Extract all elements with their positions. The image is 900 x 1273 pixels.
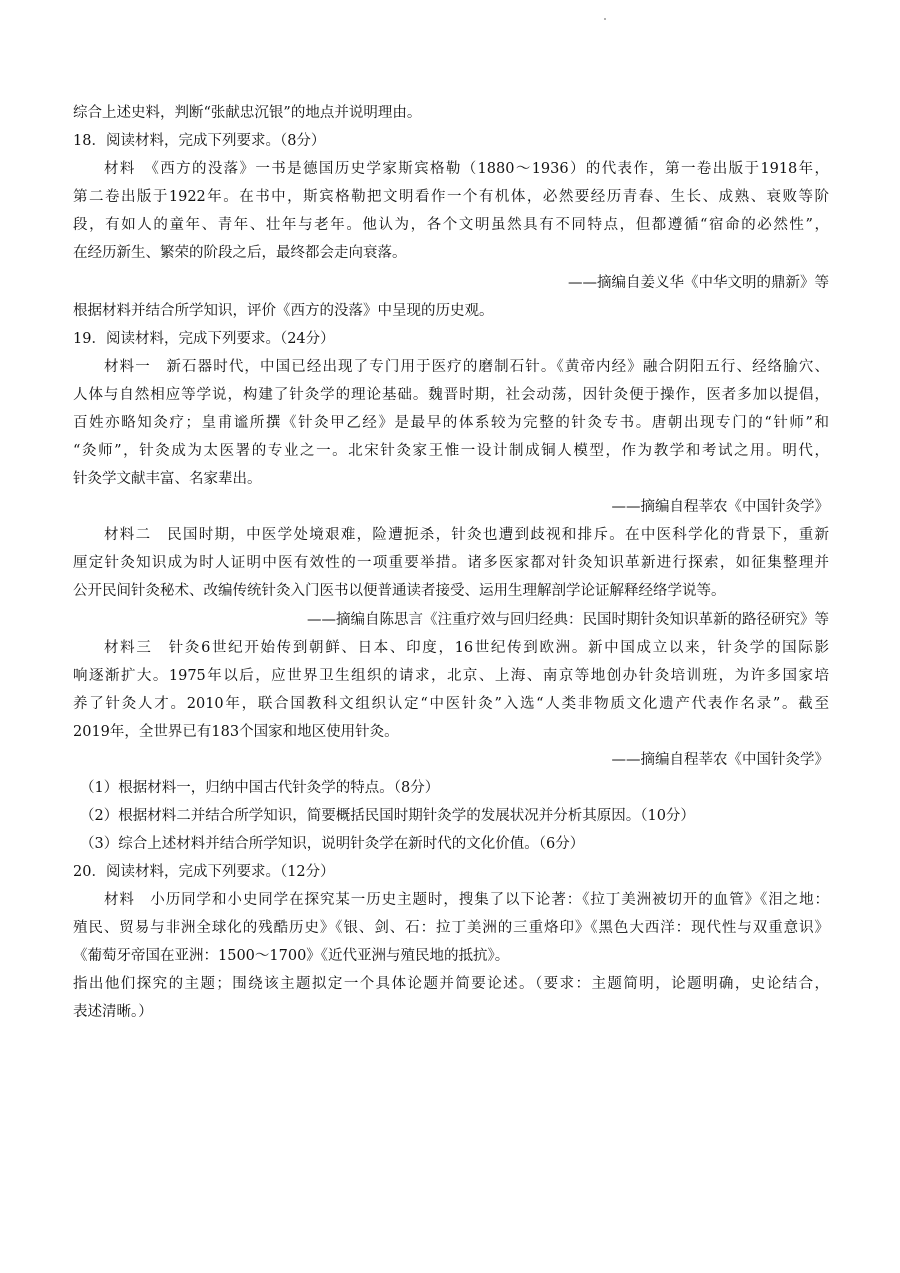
q19-material3-line: 养了针灸人才。2010年，联合国教科文组织认定“中医针灸”入选“人类非物质文化遗产代表作名录”。截至 — [73, 696, 829, 712]
q18-source: ——摘编自姜义华《中华文明的鼎新》等 — [568, 275, 829, 291]
q19-material3-line: 2019年，全世界已有183个国家和地区使用针灸。 — [73, 724, 399, 740]
q19-subquestion-2: （2）根据材料二并结合所学知识，简要概括民国时期针灸学的发展状况并分析其原因。（10分） — [80, 808, 695, 824]
q19-material1-line: 百姓亦略知灸疗；皇甫谧所撰《针灸甲乙经》是最早的体系较为完整的针灸专书。唐朝出现专门的“针师”和 — [73, 415, 829, 431]
q19-material2-line: 厘定针灸知识成为时人证明中医有效性的一项重要举措。诸多医家都对针灸知识革新进行探索，如征集整理并 — [73, 555, 829, 571]
q19-material1-line: 人体与自然相应等学说，构建了针灸学的理论基础。魏晋时期，社会动荡，因针灸便于操作，医者多加以提倡， — [73, 387, 829, 403]
q19-material3-line: 响逐渐扩大。1975年以后，应世界卫生组织的请求，北京、上海、南京等地创办针灸培训班，为许多国家培 — [73, 668, 829, 684]
q19-material2-line: 材料二 民国时期，中医学处境艰难，险遭扼杀，针灸也遭到歧视和排斥。在中医科学化的背景下，重新 — [104, 527, 829, 543]
q18-material-line: 第二卷出版于1922年。在书中，斯宾格勒把文明看作一个有机体，必然要经历青春、生长、成熟、衰败等阶 — [73, 189, 829, 205]
q19-source2: ——摘编自陈思言《注重疗效与回归经典：民国时期针灸知识革新的路径研究》等 — [307, 612, 829, 628]
q20-material-line: 材料 小历同学和小史同学在探究某一历史主题时，搜集了以下论著：《拉丁美洲被切开的血管》《泪之地： — [104, 892, 829, 908]
scan-mark — [604, 18, 606, 20]
q19-material2-line: 公开民间针灸秘术、改编传统针灸入门医书以便普通读者接受、运用生理解剖学论证解释经络学说等。 — [73, 583, 726, 599]
q17-prompt: 综合上述史料，判断“张献忠沉银”的地点并说明理由。 — [73, 105, 422, 121]
q20-material-line: 《葡萄牙帝国在亚洲：1500～1700》《近代亚洲与殖民地的抵抗》。 — [73, 948, 510, 964]
q19-material1-line: “灸师”，针灸成为太医署的专业之一。北宋针灸家王惟一设计制成铜人模型，作为教学和考试之用。明代， — [73, 443, 829, 459]
q19-material1-line: 针灸学文献丰富、名家辈出。 — [73, 471, 262, 487]
q20-question: 表述清晰。） — [73, 1004, 153, 1020]
q18-heading: 18．阅读材料，完成下列要求。（8分） — [73, 133, 326, 149]
q18-material-line: 段，有如人的童年、青年、壮年与老年。他认为，各个文明虽然具有不同特点，但都遵循“宿命的必然性”， — [73, 217, 829, 233]
q18-material-line: 在经历新生、繁荣的阶段之后，最终都会走向衰落。 — [73, 245, 407, 261]
q19-subquestion-3: （3）综合上述材料并结合所学知识，说明针灸学在新时代的文化价值。（6分） — [80, 836, 585, 852]
q20-heading: 20．阅读材料，完成下列要求。（12分） — [73, 864, 335, 880]
q19-subquestion-1: （1）根据材料一，归纳中国古代针灸学的特点。（8分） — [80, 780, 440, 796]
q20-material-line: 殖民、贸易与非洲全球化的残酷历史》《银、剑、石：拉丁美洲的三重烙印》《黑色大西洋：现代性与双重意识》 — [73, 920, 829, 936]
q19-heading: 19．阅读材料，完成下列要求。（24分） — [73, 331, 335, 347]
q19-source1: ——摘编自程莘农《中国针灸学》 — [611, 499, 829, 515]
q19-material1-line: 材料一 新石器时代，中国已经出现了专门用于医疗的磨制石针。《黄帝内经》融合阴阳五行、经络腧穴、 — [104, 359, 829, 375]
q19-source3: ——摘编自程莘农《中国针灸学》 — [611, 752, 829, 768]
q18-question: 根据材料并结合所学知识，评价《西方的没落》中呈现的历史观。 — [73, 303, 494, 319]
q18-material-line: 材料 《西方的没落》一书是德国历史学家斯宾格勒（1880～1936）的代表作，第一卷出版于1918年， — [104, 161, 829, 177]
q20-question: 指出他们探究的主题；围绕该主题拟定一个具体论题并简要论述。（要求：主题简明，论题明确，史论结合， — [73, 976, 829, 992]
q19-material3-line: 材料三 针灸6世纪开始传到朝鲜、日本、印度，16世纪传到欧洲。新中国成立以来，针灸学的国际影 — [104, 640, 829, 656]
